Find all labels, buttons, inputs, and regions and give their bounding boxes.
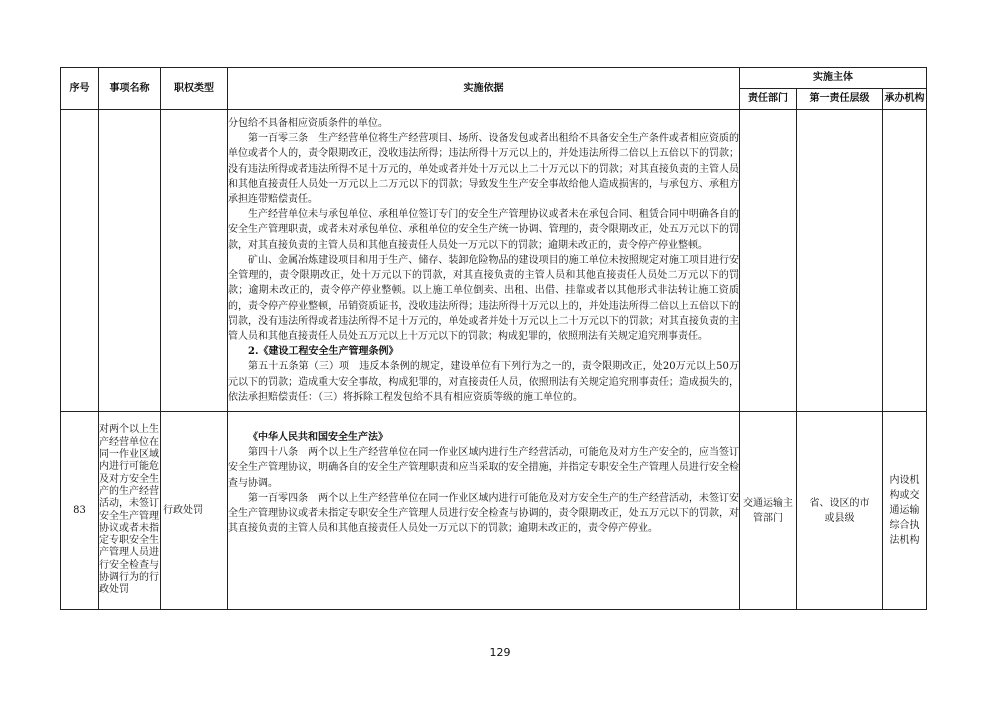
- basis-paragraph: 矿山、金属冶炼建设项目和用于生产、储存、装卸危险物品的建设项目的施工单位未按照规定对施工项目进行安全管理的，责令限期改正，处十万元以下的罚款，对其直接负责的主管人员和其他直接责任人员处二万元以下的罚款；逾期未改正的，责令停产停业整顿。以上施工单位倒卖、出租、出借、挂靠或者以其他形式非法转让施工资质的，责令停产停业整顿，吊销资质证书，没收违法所得；违法所得十万元以上的，并处违法所得二倍以上五倍以下的罚款，没有违法所得或者违法所得不足十万元的，单处或者并处十万元以上二十万元以下的罚款；对其直接负责的主管人员和其他直接责任人员处五万元以上十万元以下的罚款；构成犯罪的，依照刑法有关规定追究刑事责任。: [228, 254, 739, 342]
- row2-seq: 83: [61, 412, 99, 610]
- responsibility-table: [60, 67, 927, 610]
- page-number: 129: [489, 646, 511, 659]
- row2-level: 省、设区的市或县级: [797, 412, 883, 610]
- row1-item-name: [99, 110, 161, 412]
- row1-dept: [740, 110, 797, 412]
- header-subject: 实施主体: [740, 68, 927, 89]
- table-row: [61, 110, 927, 412]
- row2-item-name: 对两个以上生产经营单位在同一作业区域内进行可能危及对方安全生产的生产经营活动，未签订安全生产管理协议或者未指定专职安全生产管理人员进行安全检查与协调行为的行政处罚: [99, 412, 161, 610]
- row1-seq: [61, 110, 99, 412]
- row1-level: [797, 110, 883, 412]
- law-heading: 《中华人民共和国安全生产法》: [248, 432, 388, 443]
- header-power-type: 职权类型: [161, 68, 228, 110]
- basis-paragraph: 第一百零三条 生产经营单位将生产经营项目、场所、设备发包或者出租给不具备安全生产条件或者相应资质的单位或者个人的，责令限期改正，没收违法所得；违法所得十万元以上的，并处违法所得二倍以上五倍以下的罚款；没有违法所得或者违法所得不足十万元的，单处或者并处十万元以上二十万元以下的罚款；对其直接负责的主管人员和其他直接责任人员处一万元以上二万元以下的罚款；导致发生生产安全事故给他人造成损害的，与承包方、承租方承担连带赔偿责任。: [228, 133, 739, 206]
- basis-paragraph: 第一百零四条 两个以上生产经营单位在同一作业区域内进行可能危及对方安全生产的生产经营活动，未签订安全生产管理协议或者未指定专职安全生产管理人员进行安全检查与协调的，责令限期改正，处五万元以下的罚款，对其直接负责的主管人员和其他直接责任人员处一万元以下的罚款；逾期未改正的，责令停产停业。: [228, 492, 739, 535]
- row1-agency: [883, 110, 927, 412]
- table-row: [61, 412, 927, 610]
- row1-power-type: [161, 110, 228, 412]
- header-level: 第一责任层级: [797, 89, 883, 110]
- header-basis: 实施依据: [228, 68, 740, 110]
- row2-basis: [228, 412, 740, 610]
- law-heading: 2.《建设工程安全生产管理条例》: [248, 346, 399, 358]
- basis-paragraph: 第四十八条 两个以上生产经营单位在同一作业区域内进行生产经营活动，可能危及对方生产安全的，应当签订安全生产管理协议，明确各自的安全生产管理职责和应当采取的安全措施，并指定专职安全生产管理人员进行安全检查与协调。: [228, 447, 739, 489]
- basis-paragraph: 第五十五条第（三）项 违反本条例的规定，建设单位有下列行为之一的，责令限期改正，处20万元以上50万元以下的罚款；造成重大安全事故，构成犯罪的，对直接责任人员，依照刑法有关规定追究刑事责任；造成损失的，依法承担赔偿责任：（三）将拆除工程发包给不具有相应资质等级的施工单位的。: [228, 361, 739, 403]
- header-item-name: 事项名称: [99, 68, 161, 110]
- basis-paragraph: 生产经营单位未与承包单位、承租单位签订专门的安全生产管理协议或者未在承包合同、租赁合同中明确各自的安全生产管理职责，或者未对承包单位、承租单位的安全生产统一协调、管理的，责令限期改正，处五万元以下的罚款，对其直接负责的主管人员和其他直接责任人员处一万元以下的罚款；逾期未改正的，责令停产停业整顿。: [228, 209, 739, 251]
- row2-dept: 交通运输主管部门: [740, 412, 797, 610]
- row2-agency: 内设机构或交通运输综合执法机构: [883, 412, 927, 610]
- basis-paragraph: 分包给不具备相应资质条件的单位。: [228, 118, 388, 130]
- row1-basis: [228, 110, 740, 412]
- row2-power-type: 行政处罚: [161, 412, 228, 610]
- header-seq: 序号: [61, 68, 99, 110]
- header-agency: 承办机构: [883, 89, 927, 110]
- header-dept: 责任部门: [740, 89, 797, 110]
